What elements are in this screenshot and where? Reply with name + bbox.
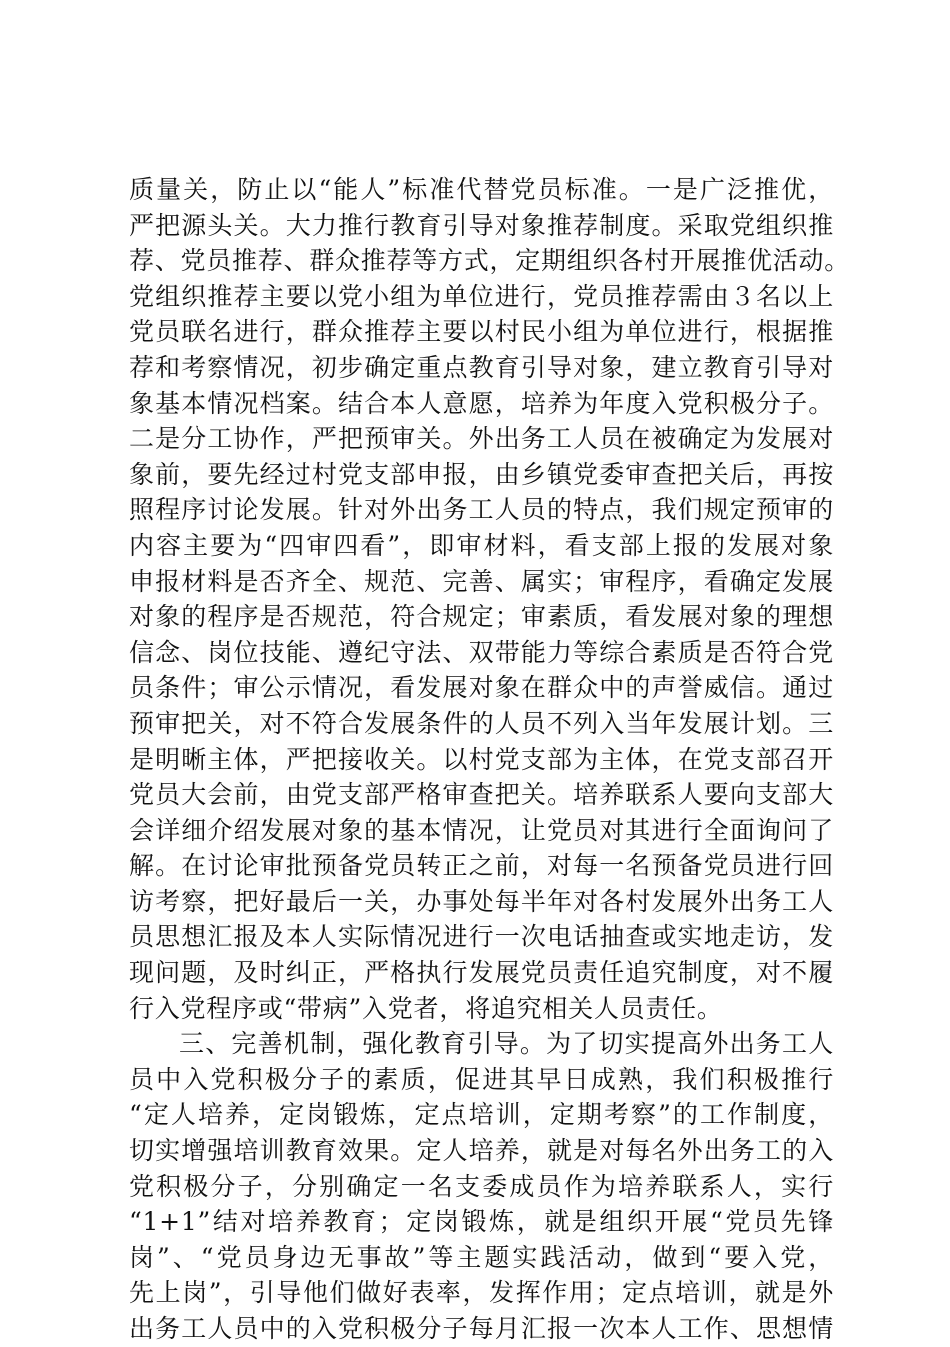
text-line: “1+1”结对培养教育；定岗锻炼，就是组织开展“党员先锋	[129, 1207, 834, 1237]
paragraph-last-line: 行入党程序或“带病”入党者，将追究相关人员责任。	[129, 993, 723, 1023]
text-line: 党组织推荐主要以党小组为单位进行，党员推荐需由３名以上	[129, 281, 834, 311]
text-line: 会详细介绍发展对象的基本情况，让党员对其进行全面询问了	[129, 815, 834, 845]
text-line: 象前，要先经过村党支部申报，由乡镇党委审查把关后，再按	[129, 459, 834, 489]
paragraph-first-line: 三、完善机制，强化教育引导。为了切实提高外出务工人	[179, 1029, 834, 1059]
text-line: 现问题，及时纠正，严格执行发展党员责任追究制度，对不履	[129, 958, 834, 988]
text-line: 党积极分子，分别确定一名支委成员作为培养联系人，实行	[129, 1171, 834, 1201]
text-line: 二是分工协作，严把预审关。外出务工人员在被确定为发展对	[129, 424, 834, 454]
text-line: 解。在讨论审批预备党员转正之前，对每一名预备党员进行回	[129, 851, 834, 881]
text-line: 切实增强培训教育效果。定人培养，就是对每名外出务工的入	[129, 1136, 834, 1166]
text-line: 党员大会前，由党支部严格审查把关。培养联系人要向支部大	[129, 780, 834, 810]
text-line: 员思想汇报及本人实际情况进行一次电话抽查或实地走访，发	[129, 922, 834, 952]
text-line: 照程序讨论发展。针对外出务工人员的特点，我们规定预审的	[129, 495, 834, 525]
text-line: 内容主要为“四审四看”，即审材料，看支部上报的发展对象	[129, 530, 834, 560]
text-line: 质量关，防止以“能人”标准代替党员标准。一是广泛推优，	[129, 175, 834, 204]
text-line: 访考察，把好最后一关，办事处每半年对各村发展外出务工人	[129, 886, 834, 916]
text-line: 是明晰主体，严把接收关。以村党支部为主体，在党支部召开	[129, 744, 834, 774]
body-text	[129, 172, 851, 1347]
text-line: 员条件；审公示情况，看发展对象在群众中的声誉威信。通过	[129, 673, 834, 703]
text-line: 预审把关，对不符合发展条件的人员不列入当年发展计划。三	[129, 708, 834, 738]
text-line: 出务工人员中的入党积极分子每月汇报一次本人工作、思想情	[129, 1314, 834, 1343]
text-line: 荐和考察情况，初步确定重点教育引导对象，建立教育引导对	[129, 352, 834, 382]
text-line: 对象的程序是否规范，符合规定；审素质，看发展对象的理想	[129, 602, 834, 632]
text-line: 严把源头关。大力推行教育引导对象推荐制度。采取党组织推	[129, 210, 834, 240]
text-line: 荐、党员推荐、群众推荐等方式，定期组织各村开展推优活动。	[129, 246, 851, 276]
text-line: 先上岗”，引导他们做好表率，发挥作用；定点培训，就是外	[129, 1278, 834, 1308]
text-line: 党员联名进行，群众推荐主要以村民小组为单位进行，根据推	[129, 317, 834, 347]
text-line: 员中入党积极分子的素质，促进其早日成熟，我们积极推行	[129, 1064, 834, 1094]
text-line: “定人培养，定岗锻炼，定点培训，定期考察”的工作制度，	[129, 1100, 834, 1130]
text-line: 象基本情况档案。结合本人意愿，培养为年度入党积极分子。	[129, 388, 834, 418]
text-line: 信念、岗位技能、遵纪守法、双带能力等综合素质是否符合党	[129, 637, 834, 667]
text-line: 岗”、“党员身边无事故”等主题实践活动，做到“要入党，	[129, 1242, 834, 1272]
text-line: 申报材料是否齐全、规范、完善、属实；审程序，看确定发展	[129, 566, 834, 596]
